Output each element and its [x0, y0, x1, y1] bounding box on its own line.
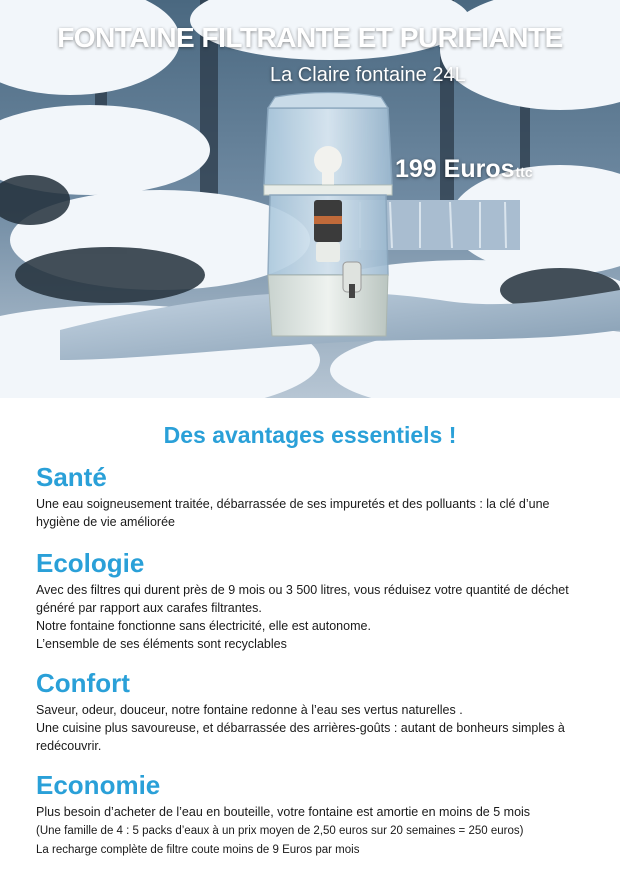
text-line: L’ensemble de ses éléments sont recyclables	[36, 637, 287, 651]
section-title: Ecologie	[36, 548, 145, 578]
section-confort	[0, 667, 620, 755]
text-line: redécouvrir.	[36, 739, 102, 753]
text-line: généré par rapport aux carafes filtrantes.	[36, 601, 262, 615]
section-text	[36, 581, 590, 653]
text-line: Saveur, odeur, douceur, notre fontaine redonne à l’eau ses vertus naturelles .	[36, 703, 463, 717]
hero-banner	[0, 0, 620, 398]
section-title: Economie	[36, 770, 161, 800]
text-line: (Une famille de 4 : 5 packs d’eaux à un prix moyen de 2,50 euros sur 20 semaines = 250 euros)	[36, 825, 524, 837]
product-subtitle: La Claire fontaine 24L	[270, 64, 466, 86]
section-text	[36, 495, 590, 531]
advantages-content	[0, 398, 620, 859]
text-line: Avec des filtres qui durent près de 9 mois ou 3 500 litres, vous réduisez votre quantité de déchet	[36, 583, 569, 597]
product-headline: FONTAINE FILTRANTE ET PURIFIANTE	[57, 22, 563, 53]
price-amount: 199 Euros	[395, 155, 515, 183]
section-text	[36, 803, 590, 859]
water-fountain-illustration	[264, 93, 392, 337]
text-line: Notre fontaine fonctionne sans électricité, elle est autonome.	[36, 619, 371, 633]
text-line: Une eau soigneusement traitée, débarrassée de ses impuretés et des polluants : la clé d’une	[36, 497, 550, 511]
section-sante	[0, 461, 620, 531]
price-suffix: ttc	[515, 164, 533, 180]
text-line: hygiène de vie améliorée	[36, 515, 175, 529]
text-line: La recharge complète de filtre coute moins de 9 Euros par mois	[36, 844, 360, 856]
price-label	[395, 155, 533, 184]
advantages-tagline: Des avantages essentiels !	[163, 422, 457, 448]
text-line: Une cuisine plus savoureuse, et débarrassée des arrières-goûts : autant de bonheurs simples à	[36, 721, 565, 735]
section-ecologie	[0, 547, 620, 653]
section-title: Santé	[36, 462, 107, 492]
section-title: Confort	[36, 668, 130, 698]
section-economie	[0, 769, 620, 859]
text-line: Plus besoin d’acheter de l’eau en bouteille, votre fontaine est amortie en moins de 5 mois	[36, 805, 531, 819]
section-text	[36, 701, 590, 755]
snowy-stream-photo	[0, 0, 620, 398]
